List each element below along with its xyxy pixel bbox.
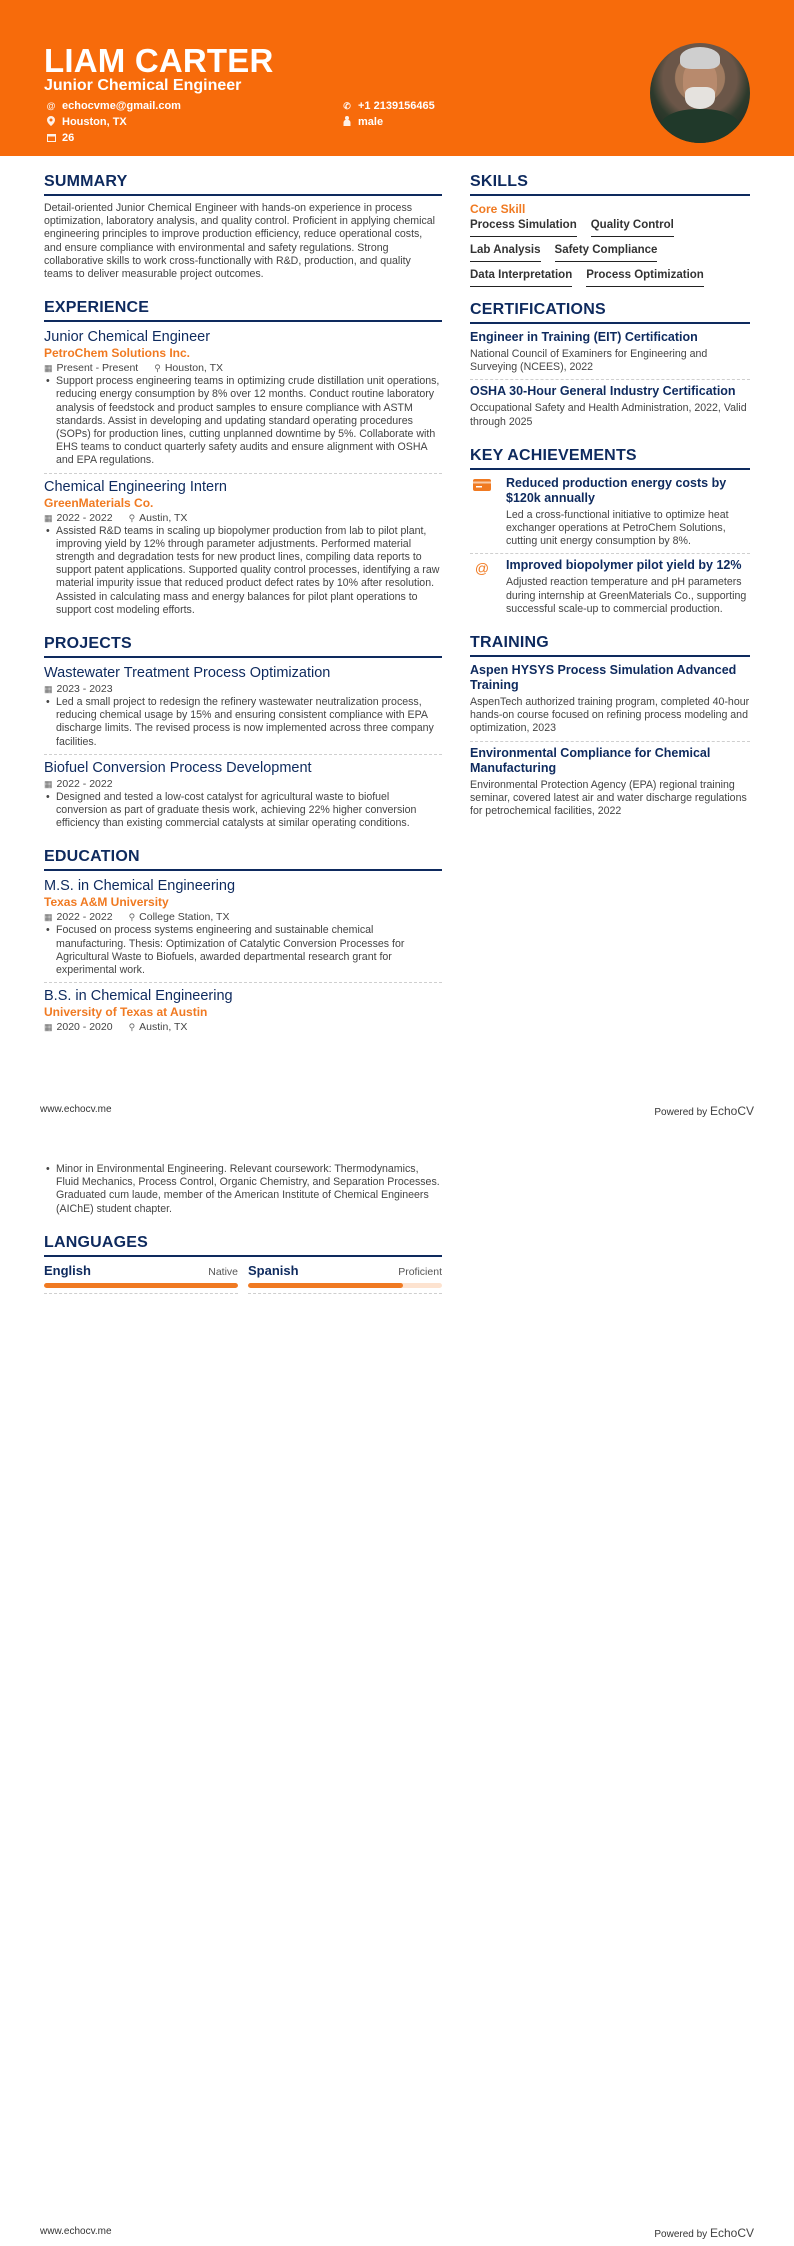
- training-desc: AspenTech authorized training program, completed 40-hour hands-on course focused on refining process modeling and optimization, 2023: [470, 696, 750, 735]
- training-item: [470, 746, 750, 819]
- language-item: [248, 1263, 442, 1298]
- skill-group-title: Core Skill: [470, 202, 526, 216]
- language-level: Proficient: [398, 1265, 442, 1278]
- calendar-icon: ▦: [44, 512, 53, 523]
- skill-tag: Process Simulation: [470, 219, 577, 237]
- skill-tag: Data Interpretation: [470, 269, 572, 287]
- certification-title: OSHA 30-Hour General Industry Certification: [470, 384, 736, 399]
- education-item: [44, 877, 442, 977]
- calendar-icon: ▦: [44, 912, 53, 923]
- contact-email[interactable]: @ echocvme@gmail.com: [46, 100, 181, 112]
- person-icon: [342, 116, 352, 128]
- experience-section: [44, 299, 442, 617]
- degree-title: M.S. in Chemical Engineering: [44, 878, 236, 895]
- certification-title: Engineer in Training (EIT) Certification: [470, 330, 698, 344]
- divider: [44, 982, 442, 983]
- map-pin-icon: ⚲: [128, 1022, 136, 1033]
- certification-desc: National Council of Examiners for Engineering and Surveying (NCEES), 2022: [470, 348, 708, 374]
- language-name: English: [44, 1262, 91, 1278]
- education-section: [44, 848, 442, 1034]
- section-heading: PROJECTS: [44, 635, 442, 658]
- divider: [44, 1293, 238, 1294]
- achievement-title: Reduced production energy costs by $120k annually: [506, 475, 727, 505]
- footer-powered: Powered by EchoCV: [654, 2226, 754, 2240]
- divider: [44, 754, 442, 755]
- section-heading: EXPERIENCE: [44, 299, 442, 322]
- profile-photo: [650, 43, 750, 143]
- divider: [470, 379, 750, 380]
- at-sign-icon: @: [474, 560, 490, 577]
- projects-section: [44, 635, 442, 830]
- page-footer-2: [40, 2226, 754, 2240]
- languages-list: [44, 1263, 442, 1298]
- training-section: [470, 634, 750, 818]
- company-name: PetroChem Solutions Inc.: [44, 346, 191, 361]
- contact-location: Houston, TX: [46, 116, 127, 128]
- section-heading: CERTIFICATIONS: [470, 301, 750, 324]
- skills-section: [470, 173, 750, 287]
- achievement-title: Improved biopolymer pilot yield by 12%: [506, 558, 742, 573]
- skill-tag: Lab Analysis: [470, 244, 541, 262]
- project-meta: ▦ 2022 - 2022: [44, 777, 113, 790]
- section-heading: SKILLS: [470, 173, 750, 196]
- divider: [470, 553, 750, 554]
- map-pin-icon: ⚲: [154, 363, 161, 374]
- footer-brand: EchoCV: [709, 1104, 754, 1118]
- divider: [470, 741, 750, 742]
- training-title: Aspen HYSYS Process Simulation Advanced Training: [470, 663, 737, 693]
- calendar-icon: ▦: [44, 684, 53, 695]
- section-heading: SUMMARY: [44, 173, 442, 196]
- map-pin-icon: [46, 116, 56, 128]
- project-item: [44, 759, 442, 831]
- certification-item: [470, 330, 750, 374]
- achievement-item: [470, 476, 750, 549]
- contact-age: 26: [46, 132, 74, 144]
- job-description: • Assisted R&D teams in scaling up biopolymer production from lab to pilot plant, improving yield by 12% through parameter adjustments. Performed material strength and degradation tests for new product lines, compiling data reports to support patent applications. Supported quality control processes, identifying a raw material impurity issue that reduced product defect rates by 10% after resolution. Assisted in calculating mass and energy balances for pilot plant operations to support cost modeling efforts.: [44, 525, 442, 617]
- calendar-icon: [46, 133, 56, 144]
- job-description: • Support process engineering teams in optimizing crude distillation unit operations, reducing energy consumption by 8% over 12 months. Conduct routine laboratory analysis of feedstock and product samples to ensure compliance with ASTM standards. Assist in developing and updating standard operating procedures (SOPs) for production lines, cutting unplanned downtime by 5%. Collaborate with EHS teams to conduct quarterly safety audits and ensure alignment with OSHA and EPA regulations.: [44, 375, 442, 467]
- footer-powered: Powered by EchoCV: [654, 1104, 754, 1118]
- contact-gender: male: [342, 116, 383, 128]
- language-proficiency-bar: [44, 1283, 238, 1288]
- training-item: [470, 663, 750, 736]
- at-icon: @: [46, 101, 56, 111]
- training-title: Environmental Compliance for Chemical Manufacturing: [470, 745, 711, 775]
- right-column: [470, 173, 750, 818]
- footer-site-link[interactable]: www.echocv.me: [40, 2226, 112, 2237]
- skill-row: [470, 219, 750, 237]
- project-description: • Led a small project to redesign the refinery wastewater neutralization process, reducing chemical usage by 15% and ensuring consistent compliance with EPA discharge limits. The revised process is now implemented across three company facilities.: [44, 696, 442, 749]
- resume-header: [0, 0, 794, 156]
- certifications-section: [470, 301, 750, 429]
- school-name: University of Texas at Austin: [44, 1005, 208, 1020]
- left-column-page-2: [44, 1163, 442, 1298]
- footer-brand: EchoCV: [709, 2226, 754, 2240]
- experience-item: [44, 478, 442, 617]
- contact-phone[interactable]: ✆ +1 2139156465: [343, 100, 435, 112]
- degree-title: B.S. in Chemical Engineering: [44, 988, 233, 1005]
- education-description: • Focused on process systems engineering and sustainable chemical manufacturing. Thesis: Optimization of Catalytic Conversion Processes for Agricultural Waste to Biofuels, awarded departmental research grant for experimental work.: [44, 924, 442, 977]
- training-desc: Environmental Protection Agency (EPA) regional training seminar, covered latest air and water discharge regulations for petrochemical facilities, 2022: [470, 778, 747, 818]
- achievements-section: [470, 447, 750, 616]
- certification-desc: Occupational Safety and Health Administration, 2022, Valid through 2025: [470, 402, 747, 428]
- section-heading: TRAINING: [470, 634, 750, 657]
- language-proficiency-bar: [248, 1283, 442, 1288]
- candidate-name: LIAM CARTER: [44, 42, 274, 79]
- school-name: Texas A&M University: [44, 895, 169, 910]
- achievement-desc: Adjusted reaction temperature and pH parameters during internship at GreenMaterials Co., supporting successful scale-up to commercial production.: [506, 576, 747, 615]
- page-footer: [40, 1104, 754, 1118]
- education-meta: ▦ 2020 - 2020 ⚲ Austin, TX: [44, 1021, 188, 1034]
- education-meta: ▦ 2022 - 2022 ⚲ College Station, TX: [44, 911, 230, 924]
- section-heading: LANGUAGES: [44, 1234, 442, 1257]
- skill-tag: Process Optimization: [586, 269, 704, 287]
- summary-text: Detail-oriented Junior Chemical Engineer with hands-on experience in process optimization, laboratory analysis, and quality control. Proficient in applying chemical engineering principles to improve production efficiency, reduce operational costs, and ensure compliance with environmental and safety regulations. Strong collaborative skills to work cross-functionally with R&D, production, and quality teams to deliver measurable project outcomes.: [44, 202, 435, 281]
- experience-item: [44, 328, 442, 467]
- achievement-desc: Led a cross-functional initiative to optimize heat exchanger operations at PetroChem Solutions, cutting unit energy consumption by 8%.: [506, 508, 729, 548]
- section-heading: EDUCATION: [44, 848, 442, 871]
- education-description: • Minor in Environmental Engineering. Relevant coursework: Thermodynamics, Fluid Mechanics, Process Control, Organic Chemistry, and Separation Processes. Graduated cum laude, member of the American Institute of Chemical Engineers (AIChE) student chapter.: [44, 1163, 442, 1216]
- credit-card-icon: [470, 476, 494, 549]
- company-name: GreenMaterials Co.: [44, 495, 154, 510]
- languages-section: [44, 1234, 442, 1298]
- calendar-icon: ▦: [44, 778, 53, 789]
- project-title: Biofuel Conversion Process Development: [44, 759, 312, 776]
- section-heading: KEY ACHIEVEMENTS: [470, 447, 750, 470]
- divider: [248, 1293, 442, 1294]
- job-meta: ▦ Present - Present ⚲ Houston, TX: [44, 362, 223, 375]
- summary-section: [44, 173, 442, 281]
- footer-site-link[interactable]: www.echocv.me: [40, 1104, 112, 1115]
- candidate-title: Junior Chemical Engineer: [44, 77, 242, 94]
- language-name: Spanish: [248, 1262, 299, 1278]
- map-pin-icon: ⚲: [128, 912, 136, 923]
- job-meta: ▦ 2022 - 2022 ⚲ Austin, TX: [44, 511, 188, 524]
- education-item: [44, 987, 442, 1034]
- project-item: [44, 664, 442, 749]
- calendar-icon: ▦: [44, 363, 53, 374]
- project-title: Wastewater Treatment Process Optimization: [44, 665, 331, 682]
- skill-row: [470, 244, 750, 262]
- divider: [44, 473, 442, 474]
- skill-tag: Quality Control: [591, 219, 674, 237]
- project-meta: ▦ 2023 - 2023: [44, 683, 113, 696]
- calendar-icon: ▦: [44, 1022, 53, 1033]
- certification-item: [470, 384, 750, 428]
- achievement-item: [470, 558, 750, 616]
- job-title: Chemical Engineering Intern: [44, 478, 227, 495]
- skill-row: [470, 269, 750, 287]
- skill-tag: Safety Compliance: [555, 244, 658, 262]
- phone-icon: ✆: [343, 100, 351, 111]
- language-level: Native: [208, 1265, 238, 1278]
- left-column: [44, 173, 442, 1034]
- project-description: • Designed and tested a low-cost catalyst for agricultural waste to biofuel conversion as part of graduate thesis work, achieving 22% higher conversion efficiency than existing commercial catalysts at similar operating conditions.: [44, 791, 442, 831]
- job-title: Junior Chemical Engineer: [44, 329, 211, 346]
- map-pin-icon: ⚲: [128, 512, 136, 523]
- language-item: [44, 1263, 238, 1298]
